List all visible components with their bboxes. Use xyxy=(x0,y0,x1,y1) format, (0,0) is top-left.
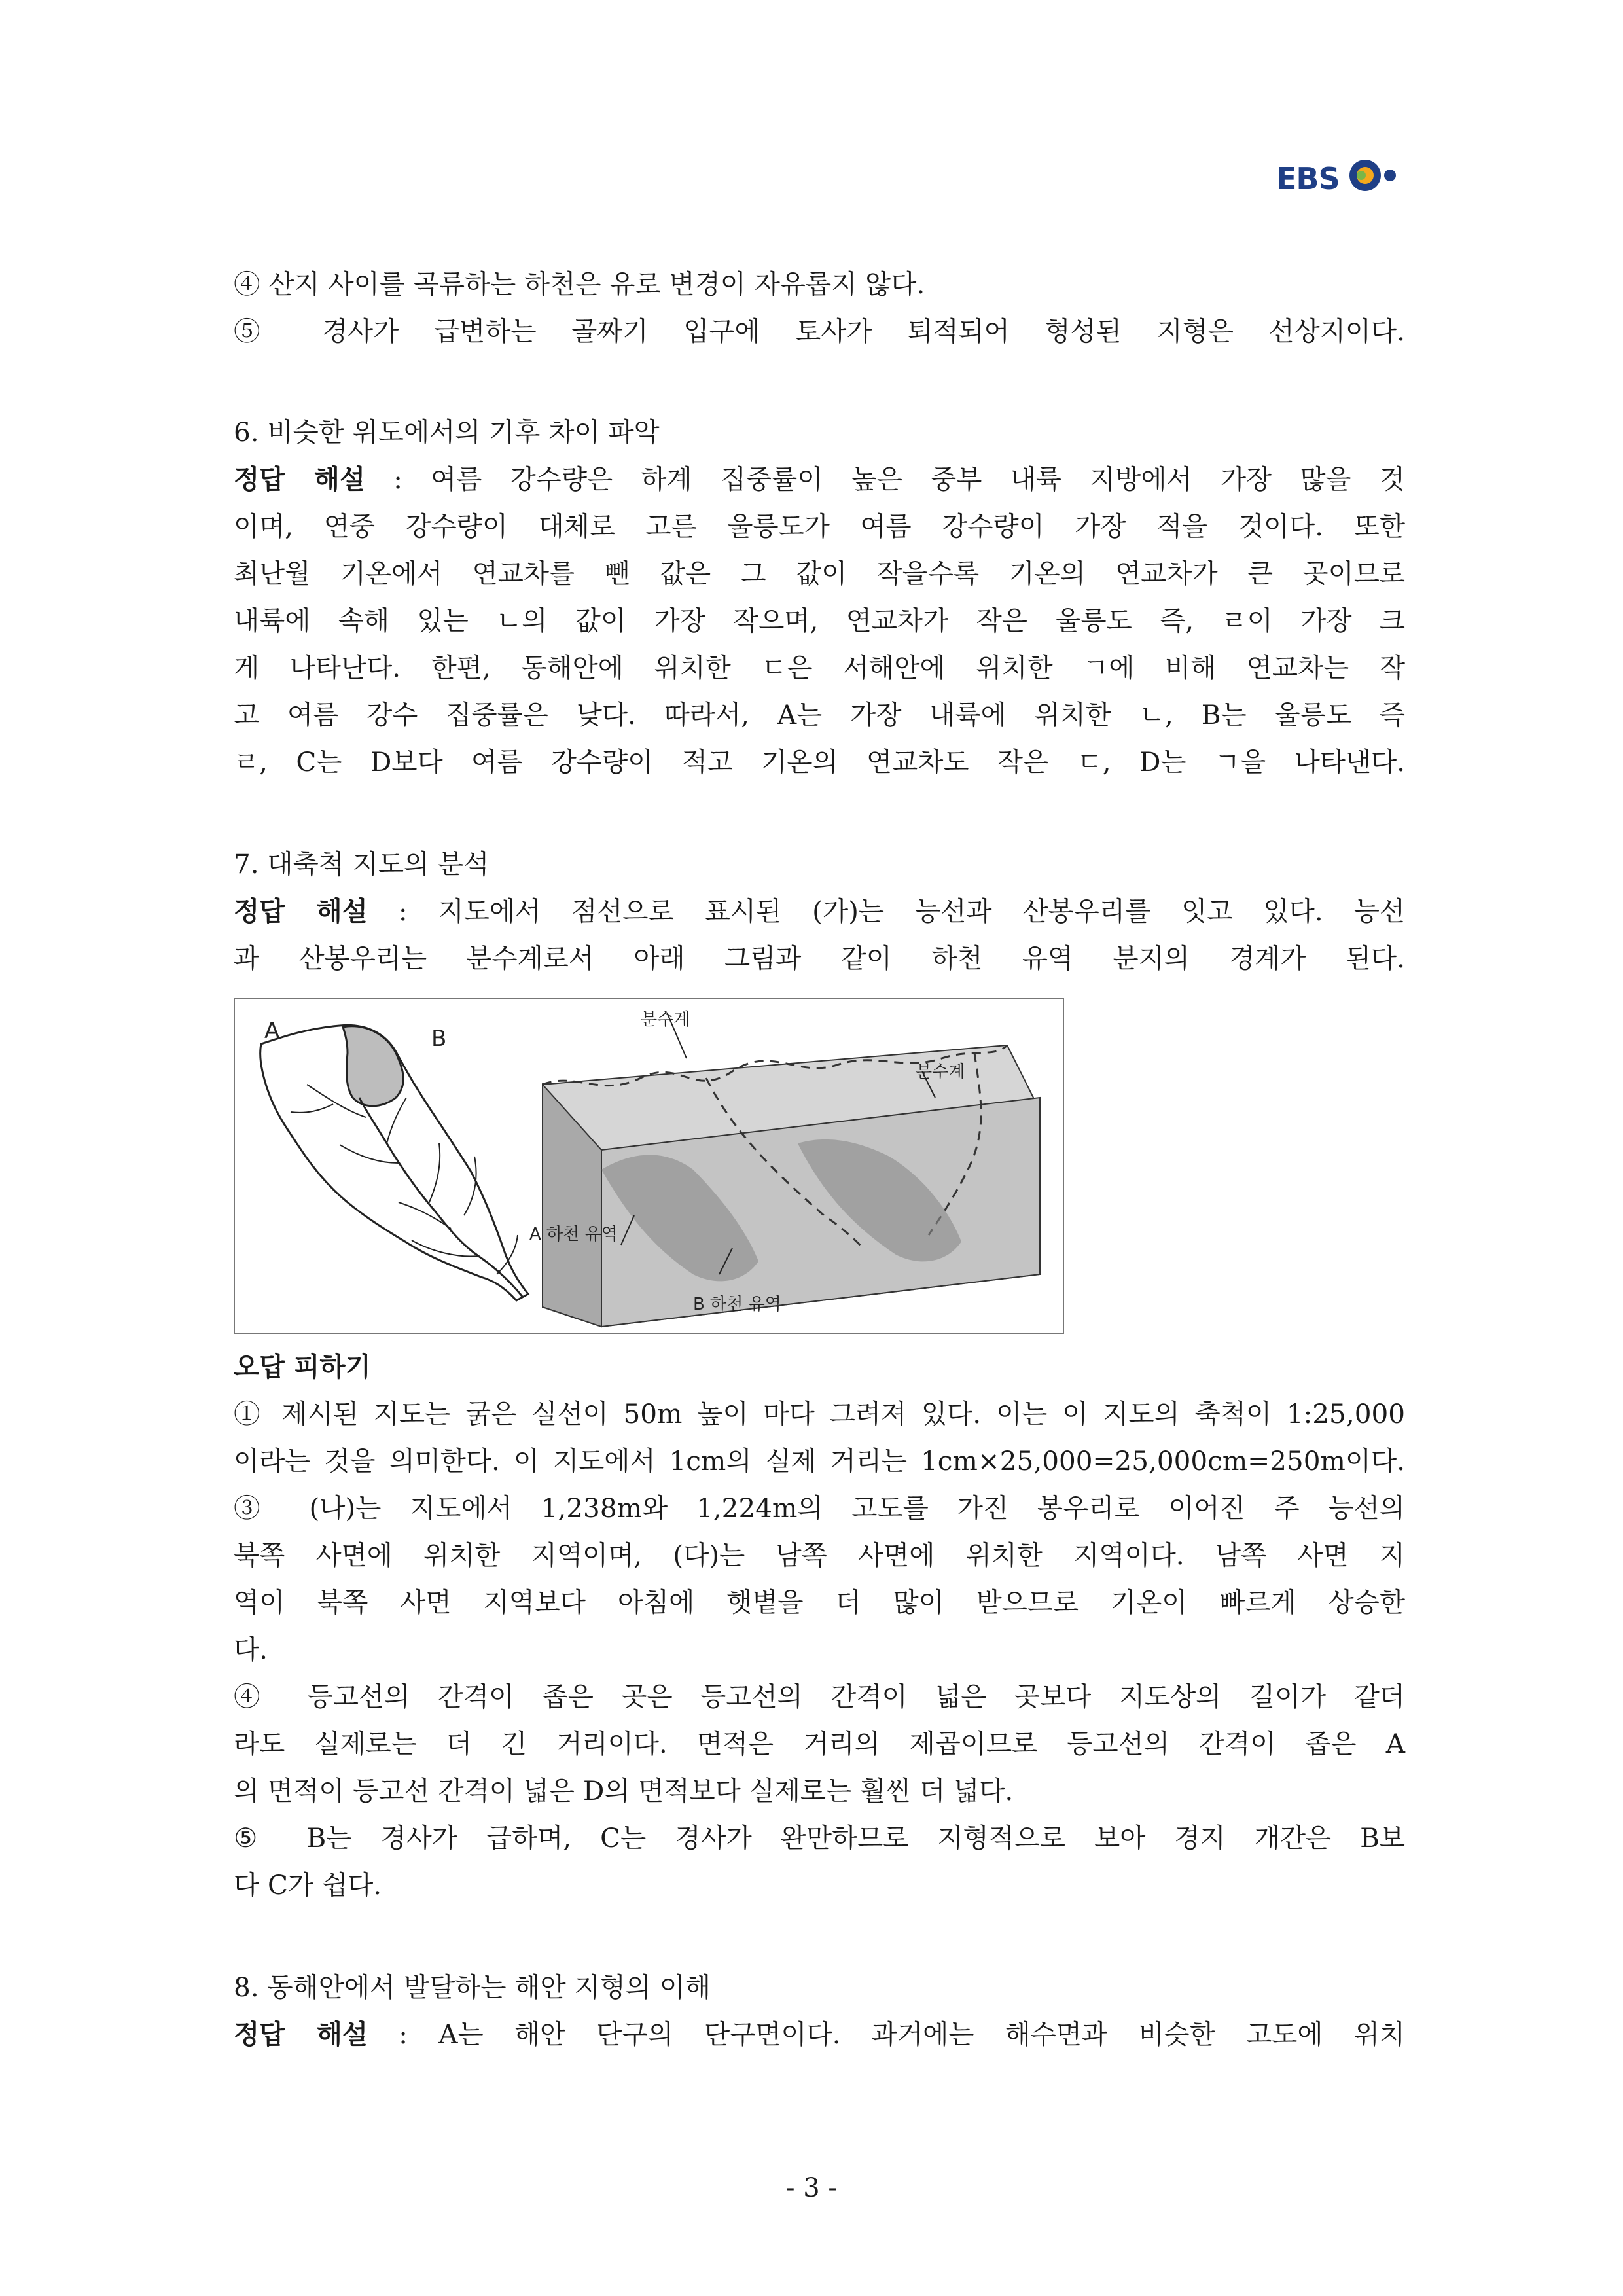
text-line: ③ (나)는 지도에서 1,238m와 1,224m의 고도를 가진 봉우리로 이어진 주 능선의 xyxy=(234,1492,1405,1524)
answer-label: 정답 해설 xyxy=(234,2018,368,2050)
text-line: ④ 등고선의 간격이 좁은 곳은 등고선의 간격이 넓은 곳보다 지도상의 길이가 같더 xyxy=(234,1681,1405,1712)
text-line: 고 여름 강수 집중률은 낮다. 따라서, A는 가장 내륙에 위치한 ㄴ, B는 울릉도 즉 xyxy=(234,699,1405,730)
text-line: 북쪽 사면에 위치한 지역이며, (다)는 남쪽 사면에 위치한 지역이다. 남쪽 사면 지 xyxy=(234,1539,1405,1571)
section-title: 6. 비슷한 위도에서의 기후 차이 파악 xyxy=(234,416,660,448)
wrong-answer-label: 오답 피하기 xyxy=(234,1351,371,1382)
ebs-logo xyxy=(1276,157,1407,203)
text-line: ⑤ 경사가 급변하는 골짜기 입구에 토사가 퇴적되어 형성된 지형은 선상지이다. xyxy=(234,315,1405,347)
text-line: 정답 해설 : 여름 강수량은 하계 집중률이 높은 중부 내륙 지방에서 가장 많을 것 xyxy=(234,463,1406,495)
text-line: 내륙에 속해 있는 ㄴ의 값이 가장 작으며, 연교차가 작은 울릉도 즉, ㄹ이 가장 크 xyxy=(234,605,1405,636)
ebs-logo-text: EBS xyxy=(1276,161,1340,196)
label-a: A xyxy=(264,1018,280,1044)
text-line: ① 제시된 지도는 굵은 실선이 50m 높이 마다 그려져 있다. 이는 이 지도의 축척이 1:25,000 xyxy=(234,1398,1405,1429)
page-number: - 3 - xyxy=(786,2173,837,2203)
text-line: 정답 해설 : 지도에서 점선으로 표시된 (가)는 능선과 산봉우리를 잇고 있다. 능선 xyxy=(234,895,1405,927)
watershed-illustration xyxy=(235,999,1063,1333)
section-title: 7. 대축척 지도의 분석 xyxy=(234,848,490,880)
basin-a-label: A 하천 유역 xyxy=(529,1225,618,1244)
section-title: 8. 동해안에서 발달하는 해안 지형의 이해 xyxy=(234,1971,711,2003)
text-line: ④ 산지 사이를 곡류하는 하천은 유로 변경이 자유롭지 않다. xyxy=(234,268,925,300)
basin-b-label: B 하천 유역 xyxy=(693,1295,781,1314)
text-line: 정답 해설 : A는 해안 단구의 단구면이다. 과거에는 해수면과 비슷한 고도에 위치 xyxy=(234,2018,1406,2050)
ebs-logo-icon xyxy=(1348,157,1407,196)
text-line: ㄹ, C는 D보다 여름 강수량이 적고 기온의 연교차도 작은 ㄷ, D는 ㄱ을 나타낸다. xyxy=(234,746,1405,778)
text-line: 다 C가 쉽다. xyxy=(234,1869,382,1901)
text-line: ⑤ B는 경사가 급하며, C는 경사가 완만하므로 지형적으로 보아 경지 개간은 B보 xyxy=(234,1822,1405,1854)
text-line: 게 나타난다. 한편, 동해안에 위치한 ㄷ은 서해안에 위치한 ㄱ에 비해 연교차는 작 xyxy=(234,652,1405,683)
text-line: 의 면적이 등고선 간격이 넓은 D의 면적보다 실제로는 훨씬 더 넓다. xyxy=(234,1775,1014,1806)
text-line: 라도 실제로는 더 긴 거리이다. 면적은 거리의 제곱이므로 등고선의 간격이 좁은 A xyxy=(234,1728,1405,1759)
text-line: 역이 북쪽 사면 지역보다 아침에 햇볕을 더 많이 받으므로 기온이 빠르게 상승한 xyxy=(234,1587,1405,1618)
label-b: B xyxy=(431,1026,447,1052)
answer-label: 정답 해설 xyxy=(234,463,365,495)
watershed-figure xyxy=(234,998,1064,1334)
text-line: 최난월 기온에서 연교차를 뺀 값은 그 값이 작을수록 기온의 연교차가 큰 곳이므로 xyxy=(234,558,1405,589)
watershed-label-2: 분수계 xyxy=(916,1062,965,1082)
watershed-label-1: 분수계 xyxy=(641,1010,690,1030)
answer-label: 정답 해설 xyxy=(234,895,368,927)
text-line: 과 산봉우리는 분수계로서 아래 그림과 같이 하천 유역 분지의 경계가 된다. xyxy=(234,942,1405,974)
text-line: 이며, 연중 강수량이 대체로 고른 울릉도가 여름 강수량이 가장 적을 것이다. 또한 xyxy=(234,511,1405,542)
text-line: 다. xyxy=(234,1634,268,1665)
section-heading xyxy=(234,1347,1405,1386)
text-line: 이라는 것을 의미한다. 이 지도에서 1cm의 실제 거리는 1cm×25,000=25,000cm=250m이다. xyxy=(234,1445,1405,1477)
